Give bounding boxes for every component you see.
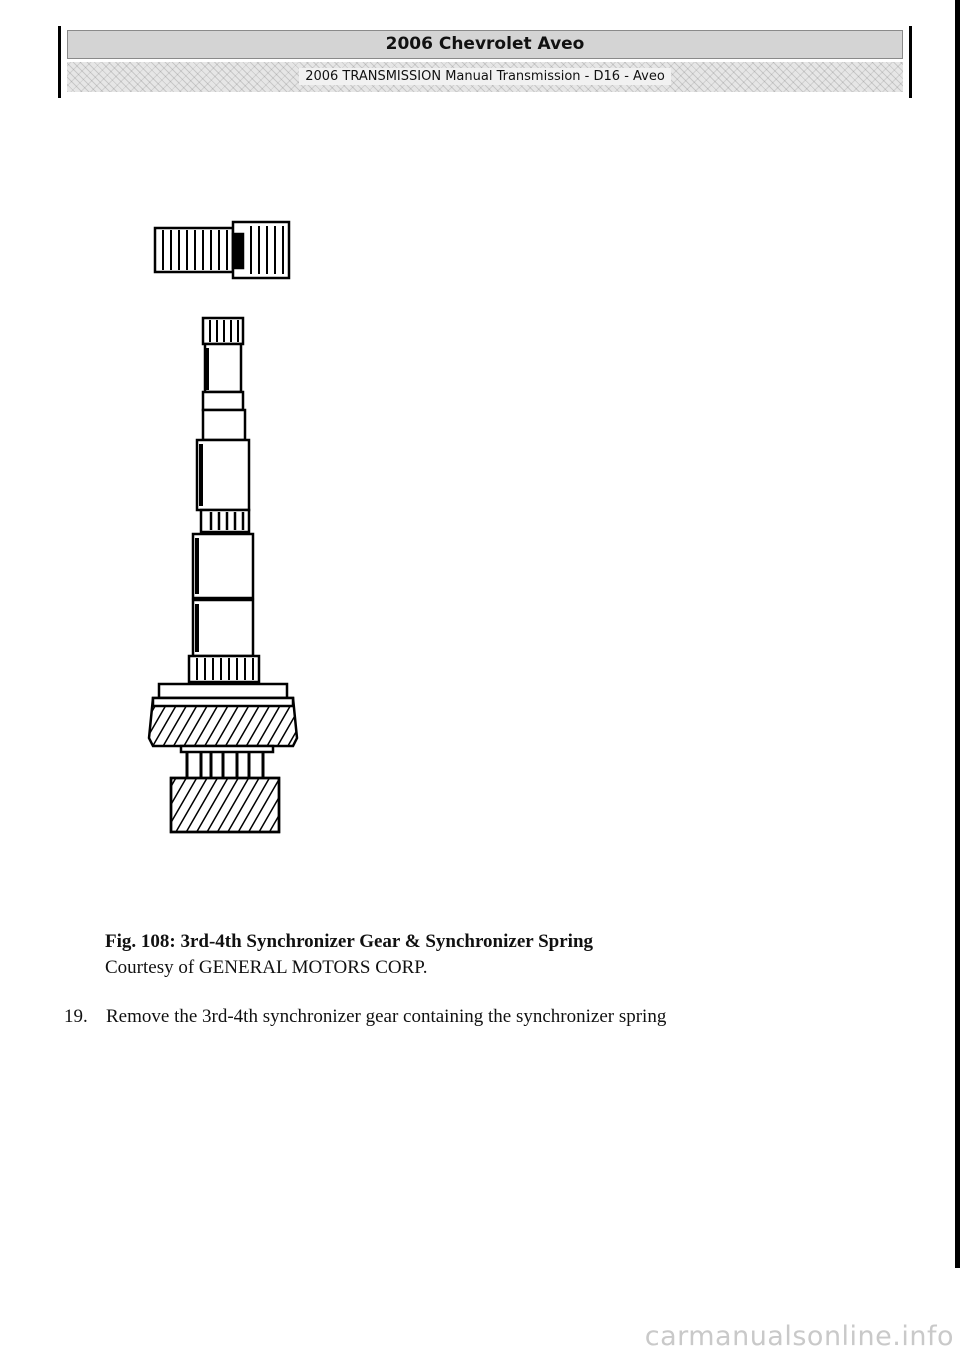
page-header xyxy=(58,26,912,98)
figure-caption xyxy=(105,929,865,981)
synchronizer-gear-assembly xyxy=(149,656,297,832)
header-subtitle-bar xyxy=(67,62,903,92)
header-title: 2006 Chevrolet Aveo xyxy=(67,30,903,59)
header-subtitle: 2006 TRANSMISSION Manual Transmission - D16 - Aveo xyxy=(299,68,671,85)
step-number: 19. xyxy=(64,1006,88,1027)
figure-title: Fig. 108: 3rd-4th Synchronizer Gear & Synchronizer Spring xyxy=(105,931,594,952)
site-watermark: carmanualsonline.info xyxy=(644,1321,954,1352)
figure-credit: Courtesy of GENERAL MOTORS CORP. xyxy=(105,957,428,978)
page-right-rule xyxy=(955,0,960,1268)
step-text: Remove the 3rd-4th synchronizer gear containing the synchronizer spring xyxy=(106,1006,667,1027)
gear-shaft-illustration xyxy=(145,218,305,840)
output-shaft xyxy=(193,318,253,656)
procedure-step xyxy=(64,1004,884,1030)
synchronizer-spring-part xyxy=(155,222,289,278)
